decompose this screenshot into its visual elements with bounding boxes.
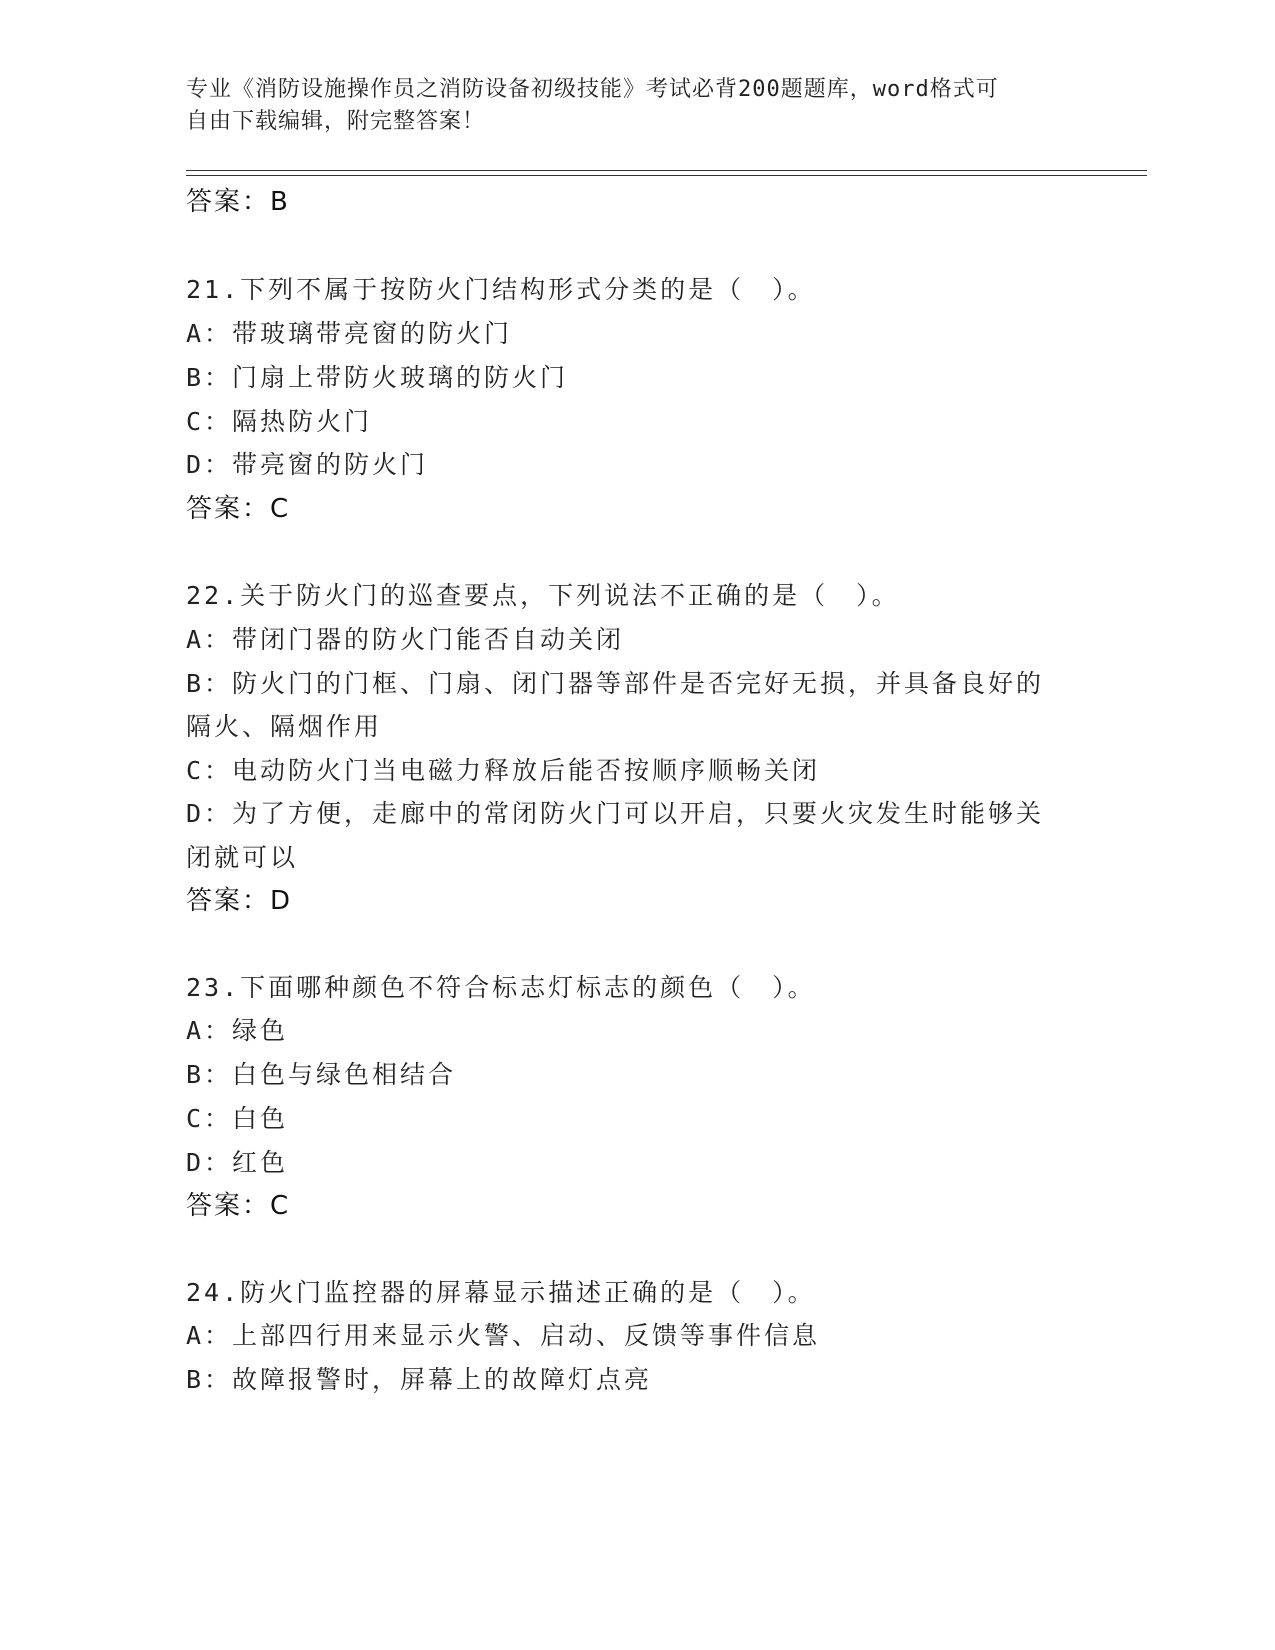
question-24-option-a: A：上部四行用来显示火警、启动、反馈等事件信息 xyxy=(186,1321,821,1350)
header-line-2: 自由下载编辑，附完整答案！ xyxy=(186,109,486,134)
document-header xyxy=(186,74,1066,138)
question-21-option-d: D：带亮窗的防火门 xyxy=(186,450,429,479)
question-22-answer: 答案：D xyxy=(186,886,293,916)
question-22-option-b-cont: 隔火、隔烟作用 xyxy=(186,712,383,741)
header-line-1: 专业《消防设施操作员之消防设备初级技能》考试必背200题题库，word格式可 xyxy=(186,77,999,102)
question-21-option-a: A：带玻璃带亮窗的防火门 xyxy=(186,319,513,348)
question-21-option-b: B：门扇上带防火玻璃的防火门 xyxy=(186,363,569,392)
header-rule-top xyxy=(186,170,1147,171)
question-22-option-b: B：防火门的门框、门扇、闭门器等部件是否完好无损，并具备良好的 xyxy=(186,669,1045,698)
question-23-stem: 23.下面哪种颜色不符合标志灯标志的颜色（ ）。 xyxy=(186,973,816,1002)
question-23-option-a: A：绿色 xyxy=(186,1016,289,1045)
question-23-option-b: B：白色与绿色相结合 xyxy=(186,1060,457,1089)
question-22-option-d: D：为了方便，走廊中的常闭防火门可以开启，只要火灾发生时能够关 xyxy=(186,799,1045,828)
question-22-option-d-cont: 闭就可以 xyxy=(186,843,299,872)
question-22-option-a: A：带闭门器的防火门能否自动关闭 xyxy=(186,625,625,654)
question-22-option-c: C：电动防火门当电磁力释放后能否按顺序顺畅关闭 xyxy=(186,756,821,785)
question-23-option-c: C：白色 xyxy=(186,1104,289,1133)
question-24-stem: 24.防火门监控器的屏幕显示描述正确的是（ ）。 xyxy=(186,1278,816,1307)
question-21-answer: 答案：C xyxy=(186,494,291,524)
question-23-answer: 答案：C xyxy=(186,1191,291,1221)
answer-prev: 答案：B xyxy=(186,187,290,217)
question-22-stem: 22.关于防火门的巡查要点，下列说法不正确的是（ ）。 xyxy=(186,581,900,610)
question-21-option-c: C：隔热防火门 xyxy=(186,407,373,436)
header-rule-bottom xyxy=(186,175,1147,176)
question-23-option-d: D：红色 xyxy=(186,1148,289,1177)
question-21-stem: 21.下列不属于按防火门结构形式分类的是（ ）。 xyxy=(186,275,816,304)
question-24-option-b: B：故障报警时，屏幕上的故障灯点亮 xyxy=(186,1365,653,1394)
